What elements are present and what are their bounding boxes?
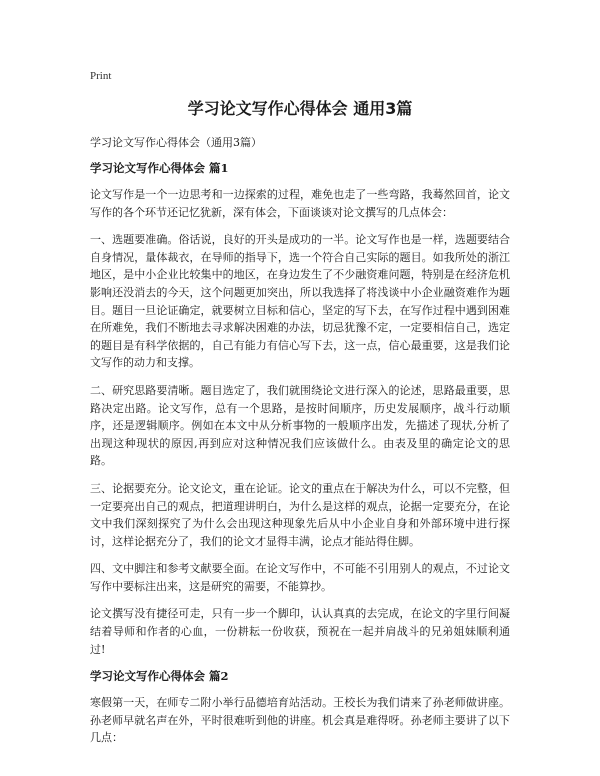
paragraph-winter-vacation: 寒假第一天，在师专二附小举行品德培育站活动。王校长为我们请来了孙老师做讲座。孙老师早就名声在外，平时很难听到他的讲座。机会真是难得呀。孙老师主要讲了以下几点： [90, 696, 510, 745]
document-subtitle: 学习论文写作心得体会（通用3篇） [90, 136, 262, 149]
document-title: 学习论文写作心得体会 通用3篇 [187, 99, 413, 118]
print-label[interactable]: Print [90, 70, 112, 82]
paragraph-references: 四、文中脚注和参考文献要全面。在论文写作中，不可能不引用别人的观点，不过论文写作中要标注出来，这是研究的需要，不能算抄。 [90, 562, 510, 593]
section-heading-2: 学习论文写作心得体会 篇2 [90, 669, 229, 684]
paragraph-conclusion: 论文撰写没有捷径可走，只有一步一个脚印，认认真真的去完成，在论文的字里行间凝结着导师和作者的心血，一份耕耘一份收获，预祝在一起并肩战斗的兄弟姐妹顺利通过! [90, 607, 510, 656]
paragraph-research-approach: 二、研究思路要清晰。题目选定了，我们就围绕论文进行深入的论述，思路最重要，思路决定出路。论文写作，总有一个思路，是按时间顺序，历史发展顺序，战斗行动顺序，还是逻辑顺序。例如在本文中从分析事物的一般顺序出发，先描述了现状,分析了出现这种现状的原因,再到应对这种情况我们应该做什么。由表及里的确定论文的思路。 [90, 383, 510, 468]
paragraph-arguments: 三、论据要充分。论文论文，重在论证。论文的重点在于解决为什么，可以不完整，但一定要亮出自己的观点，把道理讲明白，为什么是这样的观点，论据一定要充分，在论文中我们深刻探究了为什么会出现这种现象先后从中小企业自身和外部环境中进行探讨，这样论据充分了，我们的论文才显得丰满，论点才能站得住脚。 [90, 481, 510, 548]
paragraph-topic-selection: 一、选题要准确。俗话说，良好的开头是成功的一半。论文写作也是一样，选题要结合自身情况，量体裁衣，在导师的指导下，选一个符合自己实际的题目。如我所处的浙江地区，是中小企业比较集中的地区，在身边发生了不少融资难问题，特别是在经济危机影响还没消去的今天，这个问题更加突出，所以我选择了将浅谈中小企业融资难作为题目。题目一旦论证确定，就要树立目标和信心，坚定的写下去，在写作过程中遇到困难在所难免，我们不断地去寻求解决困难的办法，切忌犹豫不定，一定要相信自己，选定的题目是有科学依据的，自己有能力有信心写下去，这一点，信心最重要，这是我们论文写作的动力和支撑。 [90, 233, 510, 370]
section-heading-1: 学习论文写作心得体会 篇1 [90, 161, 229, 175]
paragraph-intro: 论文写作是一个一边思考和一边探索的过程，难免也走了一些弯路，我蓦然回首，论文写作的各个环节还记忆犹新，深有体会，下面谈谈对论文撰写的几点体会： [90, 188, 510, 219]
